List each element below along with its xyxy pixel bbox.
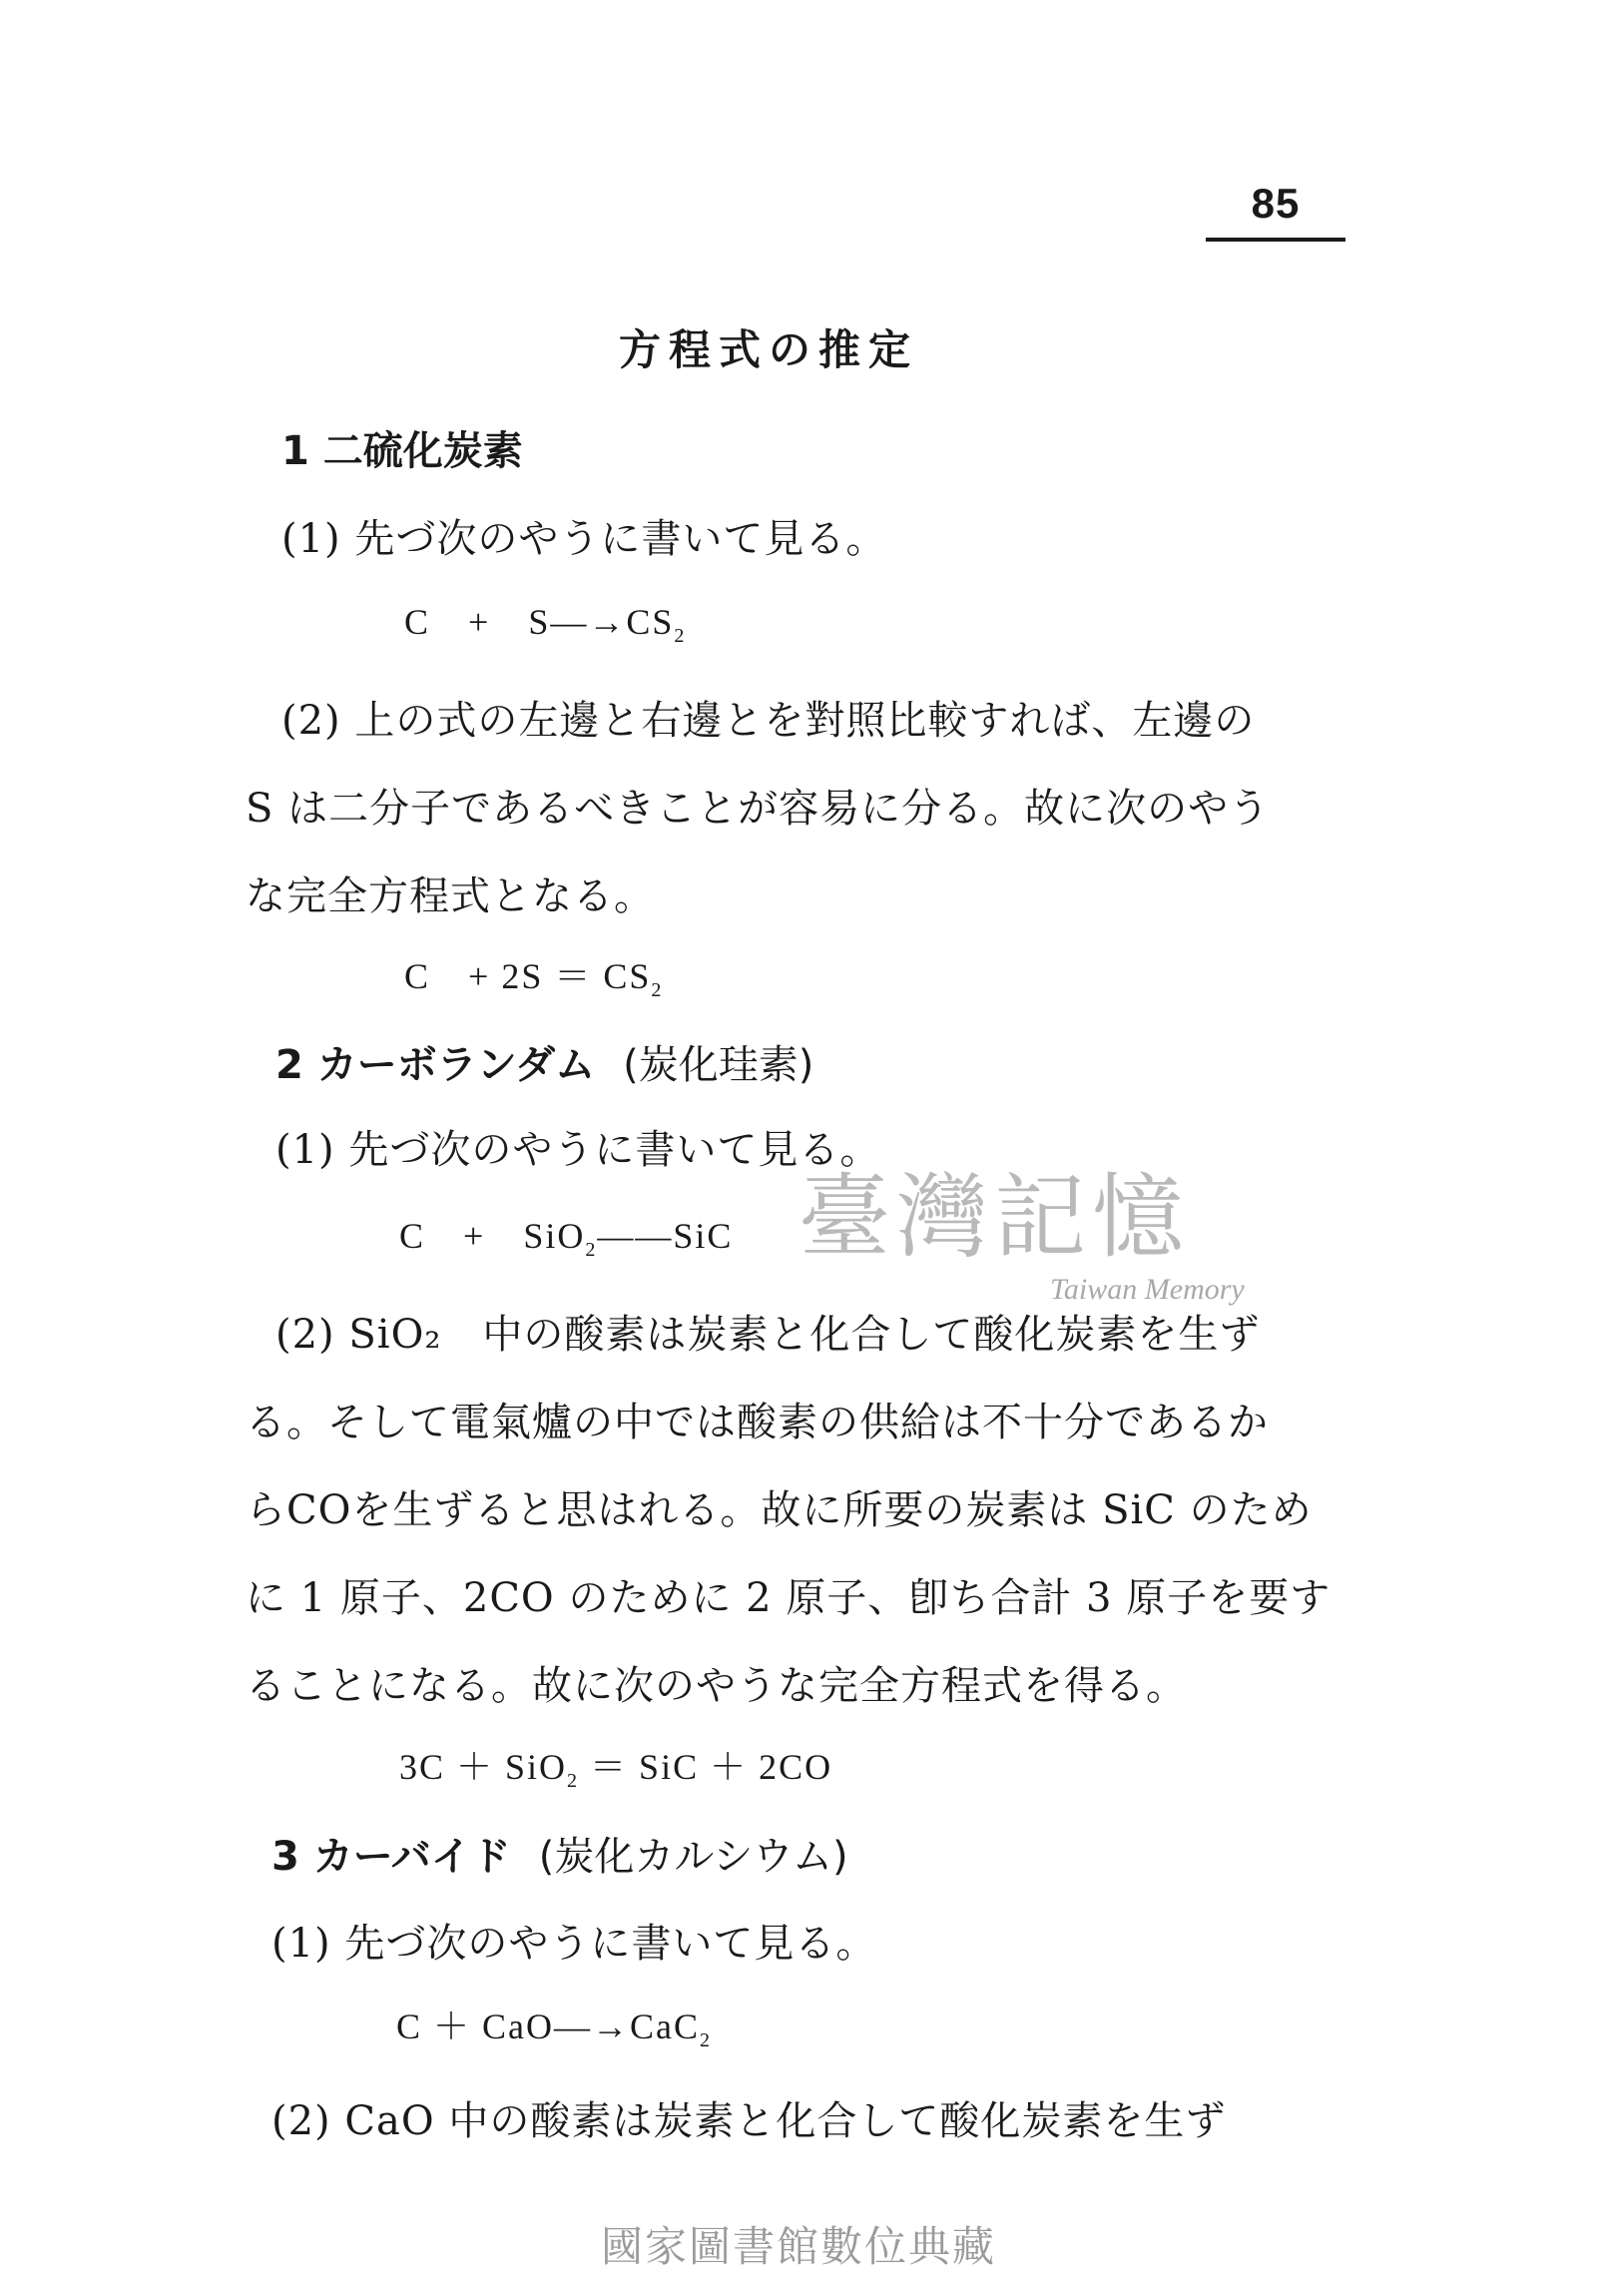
section-1-heading [281,419,523,476]
section-subheading: (炭化カルシウム) [538,1834,848,1880]
section-1-step2-line3: な完全方程式となる。 [246,873,655,919]
section-2-equation-complete [399,1739,832,1793]
eq-left: C + SiO [399,1216,586,1256]
eq-text: C + 2S ＝ CS [404,956,652,996]
eq-left: C ＋ CaO [396,2007,555,2046]
eq-arrow: —→ [554,2007,631,2046]
section-2-step2-line5: ることになる。故に次のやうな完全方程式を得る。 [246,1663,1187,1709]
watermark-english: Taiwan Memory [1050,1273,1245,1306]
watermark-chinese: 臺灣記憶 [798,1164,1191,1271]
eq-subscript: 2 [585,1239,598,1262]
eq-right: ＝ SiC ＋ 2CO [579,1747,833,1787]
section-heading-text: 1 二硫化炭素 [281,428,523,474]
section-3-equation-draft [396,1999,712,2052]
page-number: 85 [1251,180,1301,227]
footer-archive-label: 國家圖書館數位典藏 [600,2222,996,2271]
section-subheading: (炭化珪素) [623,1042,814,1088]
section-1-step1: (1) 先づ次のやうに書いて見る。 [281,516,887,562]
eq-subscript: 2 [700,2029,713,2052]
section-1-step2-line1: (2) 上の式の左邊と右邊とを對照比較すれば、左邊の [281,698,1256,744]
page-number-rule [1206,238,1345,242]
section-3-step2-line1: (2) CaO 中の酸素は炭素と化合して酸化炭素を生ず [271,2098,1227,2144]
section-2-step2-line2: る。そして電氣爐の中では酸素の供給は不十分であるか [246,1400,1269,1445]
section-1-equation-draft [404,594,686,648]
eq-arrow: —→ [550,602,627,642]
section-1-equation-complete [404,948,663,1002]
section-2-heading [275,1033,813,1090]
section-2-step2-line4: に 1 原子、2CO のために 2 原子、卽ち合計 3 原子を要す [246,1575,1331,1621]
eq-subscript: 2 [567,1770,580,1793]
eq-right: CS [626,602,675,642]
eq-subscript: 2 [674,625,687,648]
section-2-equation-draft [399,1208,733,1262]
eq-left: C + S [404,602,551,642]
section-3-step1: (1) 先づ次のやうに書いて見る。 [271,1921,877,1967]
eq-right: CaC [630,2007,701,2046]
section-1-step2-line2: S は二分子であるべきことが容易に分る。故に次のやう [246,786,1271,832]
page-title: 方程式の推定 [619,325,919,374]
section-heading-text: 2 カーボランダム [275,1042,596,1088]
section-3-heading [271,1825,848,1882]
section-2-step2-line1: (2) SiO₂ 中の酸素は炭素と化合して酸化炭素を生ず [275,1312,1261,1358]
section-heading-text: 3 カーバイド [271,1834,511,1880]
eq-left: 3C ＋ SiO [399,1747,568,1787]
section-2-step1: (1) 先づ次のやうに書いて見る。 [275,1127,881,1173]
section-2-step2-line3: らCOを生ずると思はれる。故に所要の炭素は SiC のため [246,1487,1313,1533]
eq-right: ——SiC [597,1216,734,1256]
eq-subscript: 2 [651,979,664,1002]
watermark [798,1163,1318,1313]
